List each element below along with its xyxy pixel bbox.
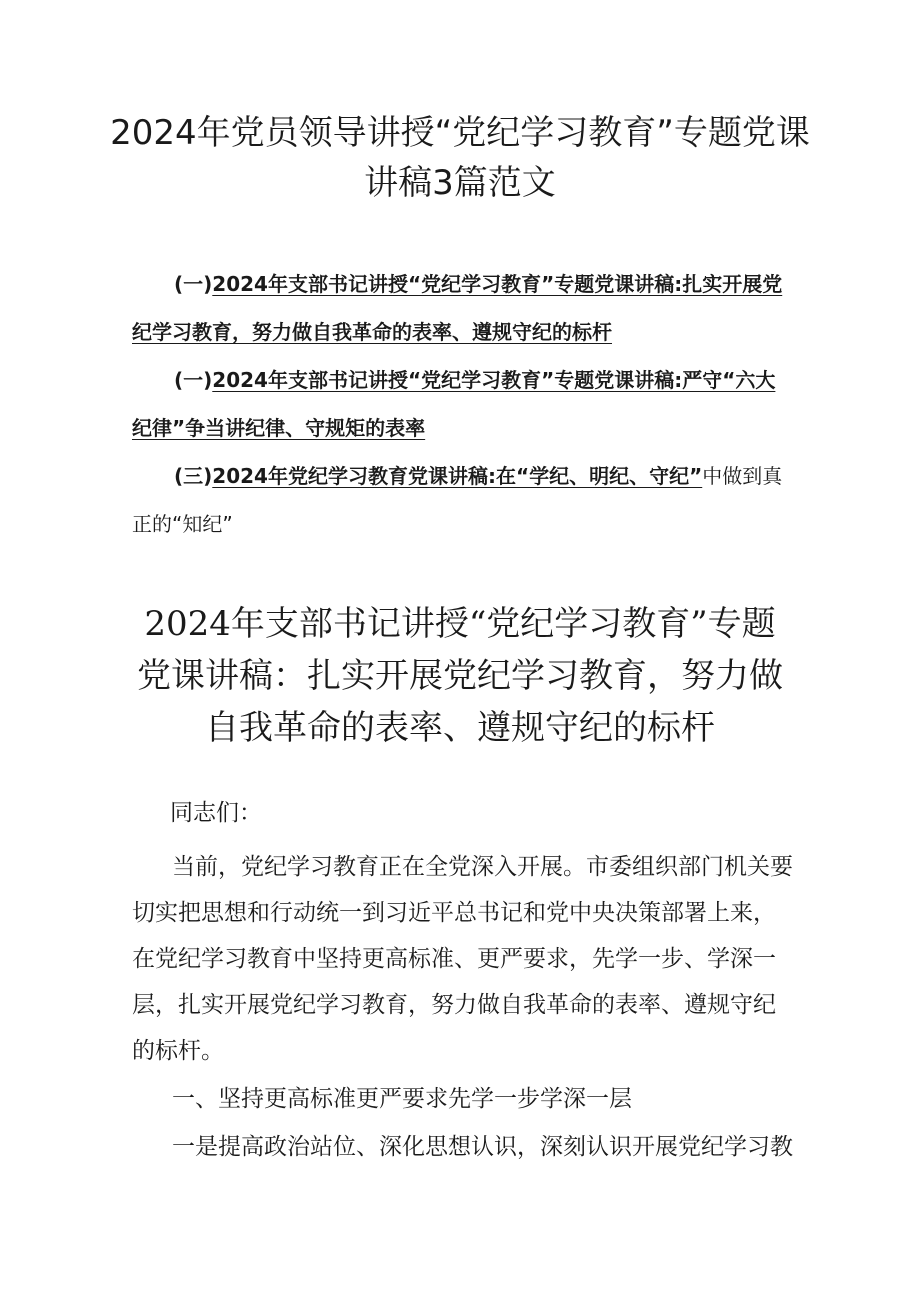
- section-heading-1: 一、坚持更高标准更严要求先学一步学深一层: [172, 1086, 632, 1112]
- document-title: 2024年党员领导讲授“党纪学习教育”专题党课讲稿3篇范文: [110, 113, 810, 203]
- body-text: [132, 790, 796, 1170]
- toc-item-link[interactable]: 2024年支部书记讲授“党纪学习教育”专题党课讲稿:扎实开展党纪学习教育，努力做自我革命的表率、遵规守纪的标杆: [132, 272, 783, 344]
- greeting-paragraph: 同志们：: [170, 800, 262, 826]
- toc-item-link[interactable]: 2024年党纪学习教育党课讲稿:在“学纪、明纪、守纪”: [212, 464, 703, 488]
- body-paragraph: 当前，党纪学习教育正在全党深入开展。市委组织部门机关要切实把思想和行动统一到习近平总书记和党中央决策部署上来，在党纪学习教育中坚持更高标准、更严要求，先学一步、学深一层，扎实开展党纪学习教育，努力做自我革命的表率、遵规守纪的标杆。: [132, 854, 793, 1064]
- toc-item-number: (一): [174, 368, 213, 392]
- toc-item-trailing-text: 中做到真正的“知纪”: [132, 464, 783, 536]
- body-paragraph: 一是提高政治站位、深化思想认识，深刻认识开展党纪学习教: [172, 1134, 793, 1160]
- toc-item-number: (一): [174, 272, 213, 296]
- table-of-contents: [132, 260, 792, 548]
- section-title: 2024年支部书记讲授“党纪学习教育”专题党课讲稿：扎实开展党纪学习教育，努力做自我革命的表率、遵规守纪的标杆: [137, 604, 783, 748]
- toc-item-1[interactable]: [132, 260, 792, 356]
- toc-item-number: (三): [174, 464, 213, 488]
- toc-item-link[interactable]: 2024年支部书记讲授“党纪学习教育”专题党课讲稿:严守“六大纪律”争当讲纪律、守规矩的表率: [132, 368, 776, 440]
- toc-item-2[interactable]: [132, 356, 792, 452]
- toc-item-3[interactable]: [132, 452, 792, 548]
